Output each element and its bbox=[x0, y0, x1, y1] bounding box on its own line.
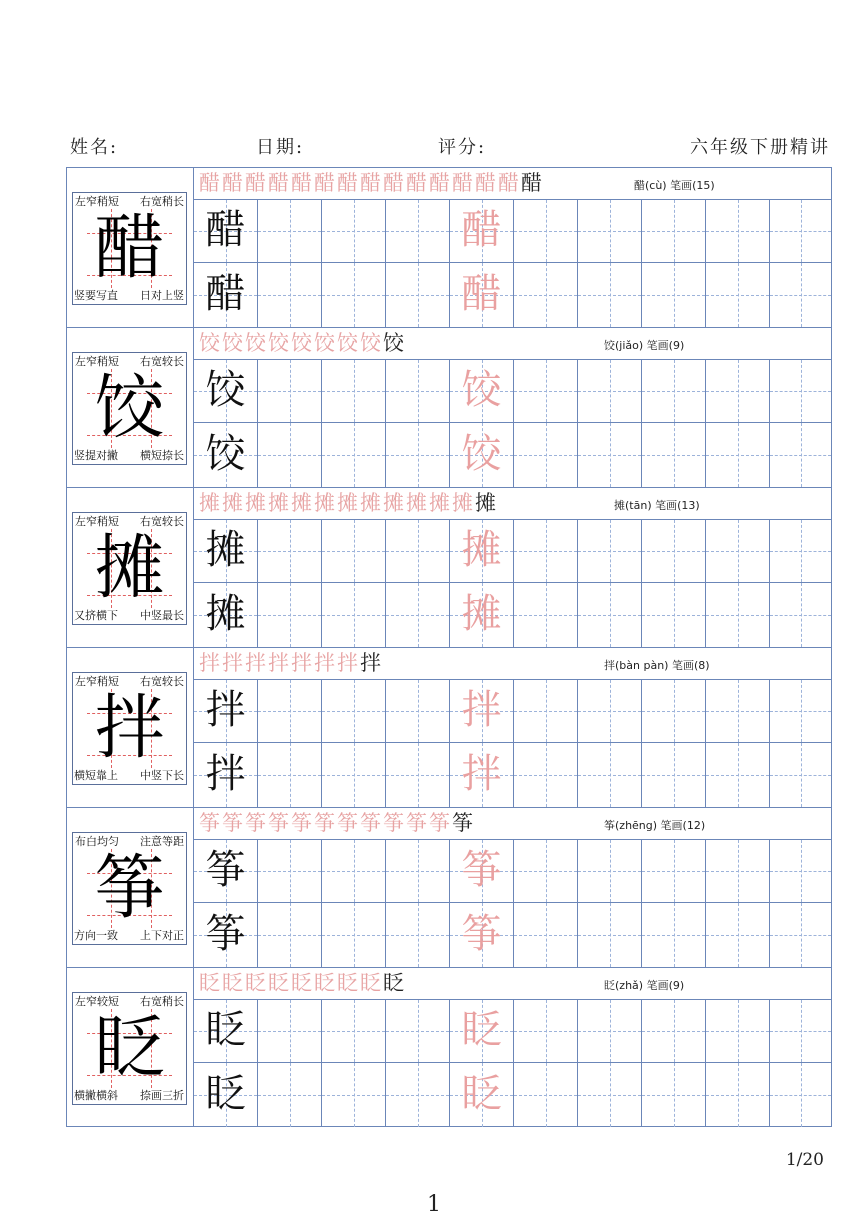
practice-cell[interactable] bbox=[642, 520, 706, 583]
name-label: 姓名: bbox=[70, 137, 119, 158]
stroke-step: 摊 bbox=[337, 491, 358, 515]
stroke-step: 醋 bbox=[475, 171, 496, 195]
stroke-step: 摊 bbox=[291, 491, 312, 515]
stroke-step: 眨 bbox=[199, 971, 220, 995]
sample-character: 眨 bbox=[205, 1007, 246, 1054]
writing-tip: 日对上竖 bbox=[140, 289, 184, 302]
trace-character: 拌 bbox=[461, 687, 502, 734]
practice-cell[interactable] bbox=[642, 903, 706, 967]
stroke-step: 眨 bbox=[337, 971, 358, 995]
stroke-step: 摊 bbox=[383, 491, 404, 515]
model-panel bbox=[67, 648, 194, 807]
practice-cell[interactable] bbox=[386, 423, 450, 487]
practice-cell[interactable] bbox=[706, 840, 770, 903]
character-block bbox=[67, 648, 831, 808]
stroke-step: 拌 bbox=[360, 651, 381, 675]
stroke-order-row bbox=[194, 168, 831, 200]
practice-cell[interactable] bbox=[322, 583, 386, 647]
stroke-step: 眨 bbox=[314, 971, 335, 995]
stroke-step: 摊 bbox=[268, 491, 289, 515]
practice-cell[interactable] bbox=[322, 423, 386, 487]
stroke-step: 摊 bbox=[222, 491, 243, 515]
stroke-step: 眨 bbox=[360, 971, 381, 995]
stroke-step: 醋 bbox=[199, 171, 220, 195]
writing-tip: 左窄较短 bbox=[75, 995, 119, 1008]
character-block bbox=[67, 968, 831, 1128]
practice-cell[interactable] bbox=[450, 743, 514, 807]
practice-cell[interactable] bbox=[386, 200, 450, 263]
stroke-step: 摊 bbox=[314, 491, 335, 515]
practice-cell[interactable] bbox=[770, 200, 831, 263]
stroke-step: 眨 bbox=[222, 971, 243, 995]
practice-cell[interactable] bbox=[706, 263, 770, 327]
pinyin-stroke-info: 摊(tān) 笔画(13) bbox=[614, 499, 700, 512]
practice-cell[interactable] bbox=[706, 1000, 770, 1063]
stroke-step: 饺 bbox=[383, 331, 404, 355]
date-label: 日期: bbox=[256, 137, 305, 158]
practice-grid bbox=[194, 520, 831, 647]
practice-cell[interactable] bbox=[578, 520, 642, 583]
practice-cell[interactable] bbox=[450, 1000, 514, 1063]
practice-cell[interactable] bbox=[258, 423, 322, 487]
practice-cell[interactable] bbox=[450, 840, 514, 903]
practice-cell[interactable] bbox=[194, 360, 258, 423]
practice-cell[interactable] bbox=[450, 680, 514, 743]
page-indicator: 1/20 bbox=[785, 1150, 824, 1170]
practice-cell[interactable] bbox=[194, 1063, 258, 1127]
practice-cell[interactable] bbox=[194, 263, 258, 327]
trace-character: 摊 bbox=[461, 527, 502, 574]
practice-cell[interactable] bbox=[578, 263, 642, 327]
practice-cell[interactable] bbox=[514, 263, 578, 327]
practice-cell[interactable] bbox=[386, 520, 450, 583]
practice-cell[interactable] bbox=[450, 360, 514, 423]
practice-cell[interactable] bbox=[642, 1000, 706, 1063]
stroke-sequence bbox=[199, 330, 406, 356]
practice-cell[interactable] bbox=[322, 680, 386, 743]
stroke-step: 醋 bbox=[498, 171, 519, 195]
practice-cell[interactable] bbox=[770, 680, 831, 743]
writing-tip: 竖要写直 bbox=[74, 289, 118, 302]
score-label: 评分: bbox=[438, 137, 487, 158]
practice-cell[interactable] bbox=[706, 680, 770, 743]
practice-cell[interactable] bbox=[706, 360, 770, 423]
trace-character: 筝 bbox=[461, 911, 502, 958]
stroke-step: 拌 bbox=[291, 651, 312, 675]
stroke-step: 饺 bbox=[337, 331, 358, 355]
stroke-step: 醋 bbox=[452, 171, 473, 195]
stroke-step: 醋 bbox=[337, 171, 358, 195]
stroke-step: 醋 bbox=[268, 171, 289, 195]
pinyin-stroke-info: 醋(cù) 笔画(15) bbox=[634, 179, 715, 192]
writing-tip: 方向一致 bbox=[74, 929, 118, 942]
model-card bbox=[72, 832, 187, 945]
practice-grid bbox=[194, 1000, 831, 1127]
stroke-step: 筝 bbox=[268, 811, 289, 835]
practice-cell[interactable] bbox=[642, 263, 706, 327]
practice-cell[interactable] bbox=[578, 360, 642, 423]
stroke-step: 饺 bbox=[360, 331, 381, 355]
model-character: 醋 bbox=[94, 206, 165, 289]
writing-tip: 中竖下长 bbox=[140, 769, 184, 782]
practice-cell[interactable] bbox=[514, 583, 578, 647]
stroke-step: 筝 bbox=[429, 811, 450, 835]
sample-character: 摊 bbox=[205, 591, 246, 638]
practice-cell[interactable] bbox=[770, 423, 831, 487]
writing-tip: 注意等距 bbox=[140, 835, 184, 848]
stroke-step: 醋 bbox=[521, 171, 542, 195]
page-number: 1 bbox=[427, 1192, 441, 1217]
model-character: 筝 bbox=[94, 846, 165, 929]
practice-cell[interactable] bbox=[642, 583, 706, 647]
stroke-step: 饺 bbox=[245, 331, 266, 355]
writing-tip: 又挤横下 bbox=[74, 609, 118, 622]
practice-cell[interactable] bbox=[194, 903, 258, 967]
practice-cell[interactable] bbox=[194, 520, 258, 583]
writing-tip: 中竖最长 bbox=[140, 609, 184, 622]
practice-cell[interactable] bbox=[578, 583, 642, 647]
stroke-step: 醋 bbox=[383, 171, 404, 195]
character-block bbox=[67, 328, 831, 488]
practice-cell[interactable] bbox=[194, 200, 258, 263]
stroke-order-row bbox=[194, 808, 831, 840]
practice-grid bbox=[194, 360, 831, 487]
practice-cell[interactable] bbox=[578, 200, 642, 263]
practice-cell[interactable] bbox=[706, 1063, 770, 1127]
practice-cell[interactable] bbox=[578, 1063, 642, 1127]
practice-cell[interactable] bbox=[386, 263, 450, 327]
stroke-step: 筝 bbox=[406, 811, 427, 835]
practice-cell[interactable] bbox=[194, 840, 258, 903]
stroke-step: 饺 bbox=[199, 331, 220, 355]
practice-grid bbox=[194, 200, 831, 327]
model-panel bbox=[67, 168, 194, 327]
writing-tip: 布白均匀 bbox=[75, 835, 119, 848]
practice-cell[interactable] bbox=[578, 840, 642, 903]
practice-cell[interactable] bbox=[578, 1000, 642, 1063]
practice-cell[interactable] bbox=[578, 903, 642, 967]
writing-tip: 右宽较长 bbox=[140, 515, 184, 528]
practice-cell[interactable] bbox=[514, 1063, 578, 1127]
writing-tip: 横短捺长 bbox=[140, 449, 184, 462]
stroke-order-row bbox=[194, 488, 831, 520]
practice-cell[interactable] bbox=[386, 680, 450, 743]
practice-cell[interactable] bbox=[706, 903, 770, 967]
practice-cell[interactable] bbox=[770, 520, 831, 583]
practice-cell[interactable] bbox=[322, 360, 386, 423]
practice-grid bbox=[194, 840, 831, 967]
practice-cell[interactable] bbox=[258, 200, 322, 263]
stroke-step: 眨 bbox=[268, 971, 289, 995]
practice-cell[interactable] bbox=[770, 903, 831, 967]
trace-character: 眨 bbox=[461, 1007, 502, 1054]
model-panel bbox=[67, 808, 194, 967]
stroke-step: 筝 bbox=[383, 811, 404, 835]
practice-cell[interactable] bbox=[770, 743, 831, 807]
worksheet-header bbox=[70, 133, 830, 159]
practice-cell[interactable] bbox=[450, 520, 514, 583]
stroke-step: 摊 bbox=[406, 491, 427, 515]
stroke-step: 摊 bbox=[452, 491, 473, 515]
pinyin-stroke-info: 眨(zhǎ) 笔画(9) bbox=[604, 979, 685, 992]
practice-cell[interactable] bbox=[514, 360, 578, 423]
pinyin-stroke-info: 筝(zhēng) 笔画(12) bbox=[604, 819, 706, 832]
stroke-step: 拌 bbox=[199, 651, 220, 675]
stroke-order-row bbox=[194, 968, 831, 1000]
character-block bbox=[67, 168, 831, 328]
writing-tip: 右宽较长 bbox=[140, 675, 184, 688]
practice-cell[interactable] bbox=[770, 840, 831, 903]
model-character: 眨 bbox=[94, 1006, 165, 1089]
sample-character: 饺 bbox=[205, 367, 246, 414]
practice-cell[interactable] bbox=[514, 423, 578, 487]
writing-tip: 左窄稍短 bbox=[75, 355, 119, 368]
trace-character: 拌 bbox=[461, 751, 502, 798]
practice-cell[interactable] bbox=[770, 360, 831, 423]
stroke-step: 筝 bbox=[314, 811, 335, 835]
practice-cell[interactable] bbox=[770, 263, 831, 327]
practice-cell[interactable] bbox=[322, 1063, 386, 1127]
practice-cell[interactable] bbox=[642, 200, 706, 263]
practice-cell[interactable] bbox=[322, 903, 386, 967]
practice-cell[interactable] bbox=[322, 263, 386, 327]
trace-character: 眨 bbox=[461, 1071, 502, 1118]
stroke-step: 眨 bbox=[291, 971, 312, 995]
stroke-step: 醋 bbox=[429, 171, 450, 195]
practice-cell[interactable] bbox=[194, 680, 258, 743]
writing-tip: 右宽稍长 bbox=[140, 195, 184, 208]
stroke-step: 醋 bbox=[314, 171, 335, 195]
practice-cell[interactable] bbox=[642, 840, 706, 903]
practice-cell[interactable] bbox=[258, 520, 322, 583]
practice-cell[interactable] bbox=[450, 263, 514, 327]
sample-character: 饺 bbox=[205, 431, 246, 478]
sample-character: 醋 bbox=[205, 207, 246, 254]
stroke-sequence bbox=[199, 970, 406, 996]
practice-cell[interactable] bbox=[642, 360, 706, 423]
trace-character: 醋 bbox=[461, 207, 502, 254]
writing-tip: 横短靠上 bbox=[74, 769, 118, 782]
practice-cell[interactable] bbox=[258, 743, 322, 807]
stroke-step: 拌 bbox=[245, 651, 266, 675]
practice-cell[interactable] bbox=[514, 520, 578, 583]
practice-cell[interactable] bbox=[706, 743, 770, 807]
practice-cell[interactable] bbox=[450, 200, 514, 263]
practice-cell[interactable] bbox=[578, 423, 642, 487]
practice-sheet bbox=[66, 167, 832, 1127]
sample-character: 筝 bbox=[205, 847, 246, 894]
stroke-step: 摊 bbox=[475, 491, 496, 515]
model-card bbox=[72, 352, 187, 465]
writing-tip: 右宽稍长 bbox=[140, 995, 184, 1008]
practice-area bbox=[194, 168, 831, 327]
writing-tip: 竖提对撇 bbox=[74, 449, 118, 462]
stroke-step: 筝 bbox=[452, 811, 473, 835]
practice-cell[interactable] bbox=[258, 680, 322, 743]
sample-character: 眨 bbox=[205, 1071, 246, 1118]
stroke-step: 饺 bbox=[291, 331, 312, 355]
practice-cell[interactable] bbox=[642, 743, 706, 807]
trace-character: 筝 bbox=[461, 847, 502, 894]
practice-cell[interactable] bbox=[322, 1000, 386, 1063]
stroke-step: 摊 bbox=[199, 491, 220, 515]
stroke-step: 摊 bbox=[429, 491, 450, 515]
practice-cell[interactable] bbox=[514, 743, 578, 807]
sample-character: 筝 bbox=[205, 911, 246, 958]
stroke-step: 拌 bbox=[314, 651, 335, 675]
stroke-sequence bbox=[199, 170, 544, 196]
practice-cell[interactable] bbox=[258, 1000, 322, 1063]
stroke-step: 筝 bbox=[360, 811, 381, 835]
writing-tip: 上下对正 bbox=[140, 929, 184, 942]
practice-cell[interactable] bbox=[642, 680, 706, 743]
stroke-step: 筝 bbox=[337, 811, 358, 835]
stroke-sequence bbox=[199, 490, 498, 516]
practice-cell[interactable] bbox=[514, 680, 578, 743]
stroke-sequence bbox=[199, 650, 383, 676]
model-card bbox=[72, 192, 187, 305]
sample-character: 醋 bbox=[205, 271, 246, 318]
stroke-step: 饺 bbox=[314, 331, 335, 355]
stroke-step: 摊 bbox=[360, 491, 381, 515]
stroke-step: 筝 bbox=[245, 811, 266, 835]
stroke-step: 醋 bbox=[360, 171, 381, 195]
pinyin-stroke-info: 饺(jiǎo) 笔画(9) bbox=[604, 339, 685, 352]
stroke-step: 醋 bbox=[406, 171, 427, 195]
practice-cell[interactable] bbox=[450, 1063, 514, 1127]
model-panel bbox=[67, 328, 194, 487]
writing-tip: 右宽较长 bbox=[140, 355, 184, 368]
practice-cell[interactable] bbox=[706, 200, 770, 263]
sample-character: 拌 bbox=[205, 751, 246, 798]
pinyin-stroke-info: 拌(bàn pàn) 笔画(8) bbox=[604, 659, 710, 672]
model-card bbox=[72, 992, 187, 1105]
model-panel bbox=[67, 488, 194, 647]
trace-character: 摊 bbox=[461, 591, 502, 638]
writing-tip: 横撇横斜 bbox=[74, 1089, 118, 1102]
stroke-step: 筝 bbox=[222, 811, 243, 835]
practice-cell[interactable] bbox=[322, 840, 386, 903]
stroke-step: 饺 bbox=[222, 331, 243, 355]
practice-cell[interactable] bbox=[642, 423, 706, 487]
practice-cell[interactable] bbox=[258, 263, 322, 327]
practice-cell[interactable] bbox=[642, 1063, 706, 1127]
writing-tip: 捺画三折 bbox=[140, 1089, 184, 1102]
practice-cell[interactable] bbox=[450, 903, 514, 967]
practice-cell[interactable] bbox=[706, 583, 770, 647]
practice-cell[interactable] bbox=[194, 743, 258, 807]
stroke-step: 筝 bbox=[199, 811, 220, 835]
practice-cell[interactable] bbox=[386, 743, 450, 807]
practice-cell[interactable] bbox=[258, 360, 322, 423]
stroke-step: 醋 bbox=[222, 171, 243, 195]
practice-cell[interactable] bbox=[514, 200, 578, 263]
model-character: 摊 bbox=[94, 526, 165, 609]
stroke-step: 拌 bbox=[337, 651, 358, 675]
practice-cell[interactable] bbox=[386, 1000, 450, 1063]
practice-cell[interactable] bbox=[514, 903, 578, 967]
practice-cell[interactable] bbox=[770, 1000, 831, 1063]
practice-cell[interactable] bbox=[258, 1063, 322, 1127]
character-block bbox=[67, 488, 831, 648]
practice-cell[interactable] bbox=[322, 743, 386, 807]
writing-tip: 左窄稍短 bbox=[75, 675, 119, 688]
practice-cell[interactable] bbox=[386, 840, 450, 903]
practice-cell[interactable] bbox=[450, 423, 514, 487]
practice-cell[interactable] bbox=[770, 1063, 831, 1127]
trace-character: 饺 bbox=[461, 431, 502, 478]
practice-cell[interactable] bbox=[386, 903, 450, 967]
stroke-step: 饺 bbox=[268, 331, 289, 355]
stroke-step: 摊 bbox=[245, 491, 266, 515]
stroke-step: 拌 bbox=[268, 651, 289, 675]
writing-tip: 左窄稍短 bbox=[75, 195, 119, 208]
practice-cell[interactable] bbox=[194, 1000, 258, 1063]
practice-cell[interactable] bbox=[514, 840, 578, 903]
model-character: 饺 bbox=[94, 366, 165, 449]
practice-cell[interactable] bbox=[578, 680, 642, 743]
model-panel bbox=[67, 968, 194, 1127]
stroke-sequence bbox=[199, 810, 475, 836]
practice-cell[interactable] bbox=[578, 743, 642, 807]
writing-tip: 左窄稍短 bbox=[75, 515, 119, 528]
trace-character: 饺 bbox=[461, 367, 502, 414]
stroke-step: 筝 bbox=[291, 811, 312, 835]
stroke-step: 醋 bbox=[245, 171, 266, 195]
practice-cell[interactable] bbox=[194, 583, 258, 647]
sample-character: 摊 bbox=[205, 527, 246, 574]
model-character: 拌 bbox=[94, 686, 165, 769]
practice-cell[interactable] bbox=[194, 423, 258, 487]
stroke-order-row bbox=[194, 328, 831, 360]
practice-cell[interactable] bbox=[386, 583, 450, 647]
practice-cell[interactable] bbox=[322, 200, 386, 263]
practice-area bbox=[194, 808, 831, 967]
stroke-step: 醋 bbox=[291, 171, 312, 195]
sample-character: 拌 bbox=[205, 687, 246, 734]
practice-cell[interactable] bbox=[258, 840, 322, 903]
stroke-step: 拌 bbox=[222, 651, 243, 675]
character-block bbox=[67, 808, 831, 968]
book-title: 六年级下册精讲 bbox=[690, 137, 830, 158]
model-card bbox=[72, 672, 187, 785]
stroke-step: 眨 bbox=[383, 971, 404, 995]
stroke-step: 眨 bbox=[245, 971, 266, 995]
practice-cell[interactable] bbox=[514, 1000, 578, 1063]
practice-cell[interactable] bbox=[706, 520, 770, 583]
practice-cell[interactable] bbox=[258, 583, 322, 647]
practice-cell[interactable] bbox=[386, 1063, 450, 1127]
practice-cell[interactable] bbox=[450, 583, 514, 647]
practice-cell[interactable] bbox=[322, 520, 386, 583]
practice-grid bbox=[194, 680, 831, 807]
stroke-order-row bbox=[194, 648, 831, 680]
practice-cell[interactable] bbox=[258, 903, 322, 967]
practice-area bbox=[194, 328, 831, 487]
practice-cell[interactable] bbox=[386, 360, 450, 423]
practice-area bbox=[194, 648, 831, 807]
model-card bbox=[72, 512, 187, 625]
practice-area bbox=[194, 488, 831, 647]
practice-cell[interactable] bbox=[770, 583, 831, 647]
practice-cell[interactable] bbox=[706, 423, 770, 487]
trace-character: 醋 bbox=[461, 271, 502, 318]
practice-area bbox=[194, 968, 831, 1127]
